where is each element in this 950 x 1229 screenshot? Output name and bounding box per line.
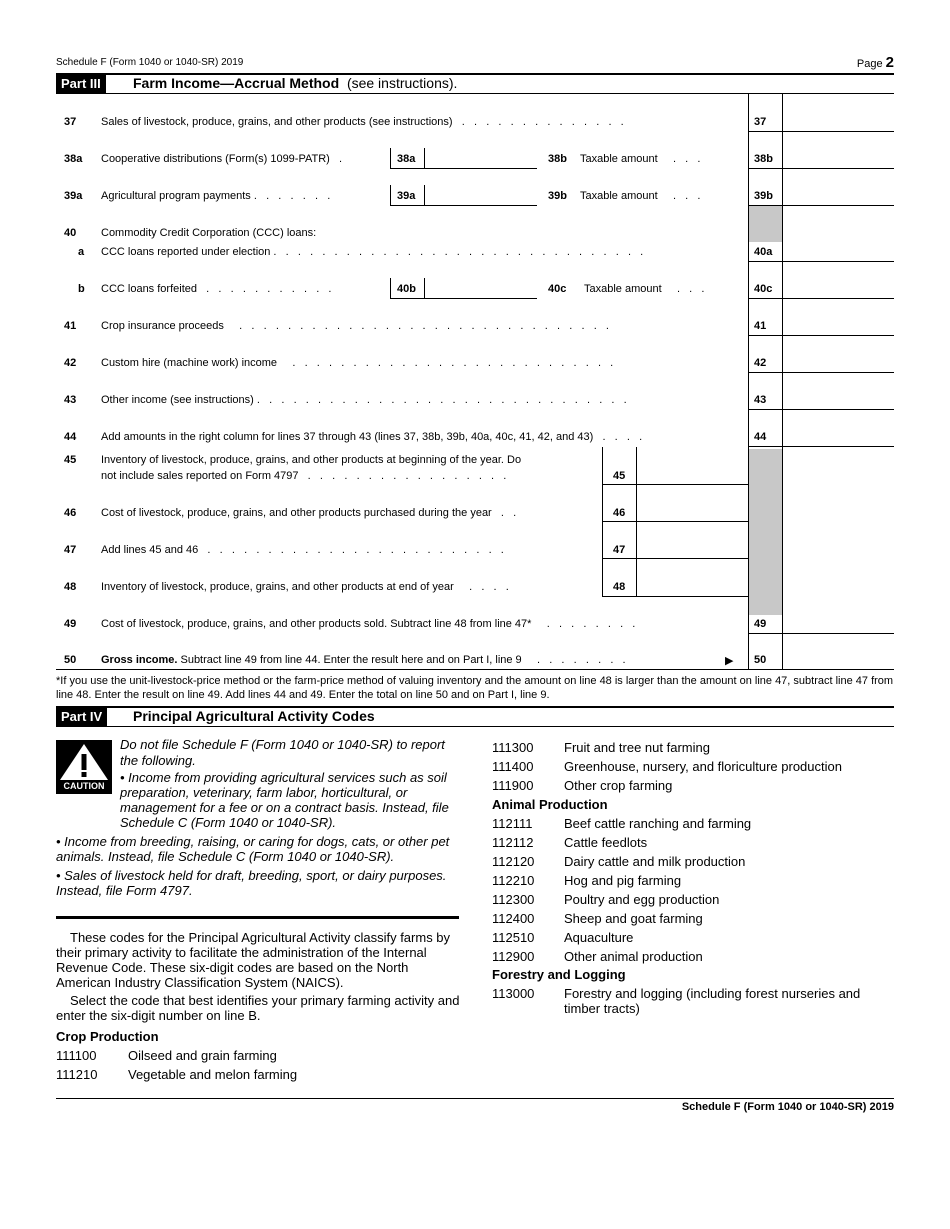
box-40c-label: 40c (754, 283, 773, 295)
form-header-name: Schedule F (Form 1040 or 1040-SR) 2019 (56, 57, 244, 68)
line-45-text-1: Inventory of livestock, produce, grains, and other products at beginning of the year. Do (101, 454, 522, 466)
caution-lead: Do not file Schedule F (Form 1040 or 1040-SR) to report the following. (120, 737, 445, 768)
line-39b-label: Taxable amount (580, 190, 658, 202)
line-48-label: Inventory of livestock, produce, grains, and other products at end of year (101, 581, 454, 593)
line-38a-num: 38a (64, 153, 83, 165)
code: 112210 (492, 873, 535, 888)
inline-40b-label: 40b (397, 283, 416, 295)
amt-line-44 (748, 446, 894, 447)
inline-39a-divider (424, 185, 425, 205)
part4-header-rule (56, 726, 894, 727)
code: 111900 (492, 778, 534, 793)
line-40c-num: 40c (548, 283, 567, 295)
inline-39a-label: 39a (397, 190, 416, 202)
amt-line-39b (748, 205, 894, 206)
code: 112510 (492, 930, 535, 945)
mid-line-48 (602, 596, 748, 597)
line-38a-label: Cooperative distributions (Form(s) 1099-PATR) (101, 153, 330, 165)
footer-rule (56, 1098, 894, 1099)
line-46-num: 46 (64, 507, 77, 519)
line-47-num: 47 (64, 544, 77, 556)
line-41-num: 41 (64, 320, 77, 332)
caution-bullet-1-text: • Income from providing agricultural services such as soil preparation, veterinary, farm labor, horticultural, or management for a fee or on a contract basis. Instead, file Schedule C (Form 1040 or 1040-SR). (120, 770, 449, 830)
amount-42-field[interactable] (783, 336, 894, 372)
amount-39b-field[interactable] (783, 169, 894, 205)
line-38b-text: Taxable amount . . . (580, 153, 701, 165)
part3-footnote: *If you use the unit-livestock-price method or the farm-price method of valuing inventory and the amount on line 48 is larger than the amount on line 47, subtract line 47 from line 48. Enter the result on line 49. Add lines 44 and 49. Enter the total on line 50 and on Part I, line 9. (56, 675, 894, 701)
code-desc: Cattle feedlots (564, 835, 648, 850)
line-40a-label: CCC loans reported under election (101, 246, 271, 258)
amount-43-field[interactable] (783, 373, 894, 409)
caution-rule (56, 916, 459, 919)
amount-44-field[interactable] (783, 410, 894, 446)
code: 112112 (492, 835, 534, 850)
shade-40 (749, 206, 782, 242)
line-38a-text: Cooperative distributions (Form(s) 1099-PATR) . (101, 153, 343, 165)
line-46-label: Cost of livestock, produce, grains, and other products purchased during the year (101, 507, 492, 519)
line-47-label: Add lines 45 and 46 (101, 544, 199, 556)
amount-40a-field[interactable] (783, 225, 894, 261)
mid-col-left-line (602, 447, 603, 597)
code-desc: Greenhouse, nursery, and floriculture production (564, 759, 842, 774)
box-41-label: 41 (754, 320, 767, 332)
inline-38a-divider (424, 148, 425, 168)
box-43-label: 43 (754, 394, 767, 406)
line-40-num: 40 (64, 227, 77, 239)
code-desc: Fruit and tree nut farming (564, 740, 710, 755)
code: 111100 (56, 1048, 97, 1063)
box-40a-label: 40a (754, 246, 773, 258)
codes-intro-2: Select the code that best identifies your primary farming activity and enter the six-digit number on line B. (56, 993, 460, 1023)
part3-tag: Part III (56, 75, 106, 93)
code: 112900 (492, 949, 535, 964)
code-desc: Other animal production (564, 949, 703, 964)
inline-38a-label: 38a (397, 153, 416, 165)
line-44-label: Add amounts in the right column for lines 37 through 43 (lines 37, 38b, 39b, 40a, 40c, 41, 42, and 43) (101, 431, 594, 443)
line-45-text-2: not include sales reported on Form 4797 . . . . . . . . . . . . . . . . . (101, 470, 507, 482)
line-43-text: Other income (see instructions) . . . . . . . . . . . . . . . . . . . . . . . . . . . . . . . (101, 394, 627, 406)
line-38b-label: Taxable amount (580, 153, 658, 165)
code-desc: Aquaculture (564, 930, 634, 945)
code-desc: Sheep and goat farming (564, 911, 703, 926)
line-46-text: Cost of livestock, produce, grains, and other products purchased during the year . . (101, 507, 517, 519)
inline-48-label: 48 (613, 581, 626, 593)
box-50-label: 50 (754, 654, 767, 666)
line-38b-num: 38b (548, 153, 567, 165)
code: 112111 (492, 816, 533, 831)
caution-bullet-2: • Income from breeding, raising, or caring for dogs, cats, or other pet animals. Instead, file Schedule C (Form 1040 or 1040-SR). (56, 834, 450, 864)
box-39b-label: 39b (754, 190, 773, 202)
line-50-num: 50 (64, 654, 77, 666)
line-40b-label: CCC loans forfeited (101, 283, 197, 295)
caution-bullet-1 (56, 770, 460, 830)
code-desc: Other crop farming (564, 778, 673, 793)
code: 113000 (492, 986, 535, 1001)
code: 111400 (492, 759, 534, 774)
code: 112400 (492, 911, 535, 926)
line-41-text: Crop insurance proceeds . . . . . . . . . . . . . . . . . . . . . . . . . . . . . . . (101, 320, 609, 332)
line-44-text: Add amounts in the right column for lines 37 through 43 (lines 37, 38b, 39b, 40a, 40c, 41, 42, and 43) . . . . (101, 431, 643, 443)
codes-intro (56, 930, 460, 1023)
line-43-num: 43 (64, 394, 77, 406)
box-37-label: 37 (754, 116, 767, 128)
code: 112300 (492, 892, 535, 907)
code-desc: Dairy cattle and milk production (564, 854, 746, 869)
line-43-label: Other income (see instructions) (101, 394, 254, 406)
line-49-text: Cost of livestock, produce, grains, and other products sold. Subtract line 48 from line 47* . . . . . . . . (101, 618, 636, 630)
inline-46-label: 46 (613, 507, 626, 519)
code-desc-cont: timber tracts) (564, 1001, 640, 1016)
line-45-num: 45 (64, 454, 77, 466)
forestry-heading: Forestry and Logging (492, 967, 626, 982)
line-40a-num: a (78, 246, 85, 258)
caution-bullet-3: • Sales of livestock held for draft, breeding, sport, or dairy purposes. Instead, file Form 4797. (56, 868, 447, 898)
amount-40c-field[interactable] (783, 262, 894, 298)
line-39a-num: 39a (64, 190, 83, 202)
line-41-label: Crop insurance proceeds (101, 320, 224, 332)
caution-bullets (56, 770, 460, 898)
box-49-label: 49 (754, 618, 767, 630)
line-40b-text: CCC loans forfeited . . . . . . . . . . . (101, 283, 332, 295)
line-50-bold: Gross income. (101, 654, 178, 666)
crop-heading: Crop Production (56, 1029, 159, 1044)
amount-49-field[interactable] (783, 597, 894, 633)
amount-50-field[interactable] (783, 634, 894, 669)
line-42-num: 42 (64, 357, 77, 369)
amount-48-field[interactable] (637, 559, 747, 596)
line-39b-text: Taxable amount . . . (580, 190, 701, 202)
part4-tag: Part IV (56, 708, 107, 726)
code-desc: Oilseed and grain farming (128, 1048, 277, 1063)
line-50-text: Gross income. Subtract line 49 from line 44. Enter the result here and on Part I, line 9 . . . . . . . . (101, 654, 626, 666)
line-39a-text: Agricultural program payments . . . . . . . (101, 190, 331, 202)
line-40c-text: Taxable amount . . . (584, 283, 705, 295)
code-desc: Vegetable and melon farming (128, 1067, 298, 1082)
code-desc: Forestry and logging (including forest nurseries and (564, 986, 861, 1001)
line-40a-text: CCC loans reported under election . . . . . . . . . . . . . . . . . . . . . . . . . . . . . . . (101, 246, 644, 258)
code-desc: Poultry and egg production (564, 892, 720, 907)
page-number (857, 54, 894, 71)
line-39a-label: Agricultural program payments (101, 190, 251, 202)
inline-45-label: 45 (613, 470, 626, 482)
box-44-label: 44 (754, 431, 767, 443)
line-49-label: Cost of livestock, produce, grains, and other products sold. Subtract line 48 from line 47* (101, 618, 532, 630)
line-47-text: Add lines 45 and 46 . . . . . . . . . . . . . . . . . . . . . . . . . (101, 544, 504, 556)
amount-45-field[interactable] (637, 448, 747, 484)
line-42-text: Custom hire (machine work) income . . . . . . . . . . . . . . . . . . . . . . . . . . . (101, 357, 614, 369)
line-37-label: Sales of livestock, produce, grains, and other products (see instructions) (101, 116, 453, 128)
code: 112120 (492, 854, 535, 869)
codes-intro-1: These codes for the Principal Agricultural Activity classify farms by their primary activity to facilitate the administration of the Internal Revenue Code. These six-digit codes are based on the North American Industry Classification System (NAICS). (56, 930, 451, 990)
part4-title: Principal Agricultural Activity Codes (133, 708, 375, 724)
line-49-num: 49 (64, 618, 77, 630)
inline-40b-divider (424, 278, 425, 298)
arrow-icon: ▶ (725, 655, 734, 667)
inline-47-label: 47 (613, 544, 626, 556)
page-label: Page (856, 58, 883, 70)
line-42-label: Custom hire (machine work) income (101, 357, 278, 369)
amount-37-field[interactable] (783, 95, 894, 131)
line-48-num: 48 (64, 581, 77, 593)
part3-title-suffix: (see instructions). (346, 75, 458, 91)
line-48-text: Inventory of livestock, produce, grains, and other products at end of year . . . . (101, 581, 509, 593)
page-number-value: 2 (885, 54, 894, 71)
amount-38b-field[interactable] (783, 132, 894, 168)
footer-form-name: Schedule F (Form 1040 or 1040-SR) 2019 (681, 1101, 894, 1113)
amount-41-field[interactable] (783, 299, 894, 335)
part3-header-rule (56, 93, 894, 94)
line-45-label: not include sales reported on Form 4797 (101, 470, 299, 482)
box-42-label: 42 (754, 357, 767, 369)
line-40c-label: Taxable amount (584, 283, 662, 295)
box-38b-label: 38b (754, 153, 773, 165)
code: 111300 (492, 740, 534, 755)
line-50-label: Subtract line 49 from line 44. Enter the result here and on Part I, line 9 (180, 654, 522, 666)
line-40b-num: b (78, 283, 85, 295)
amount-47-field[interactable] (637, 522, 747, 558)
code-desc: Beef cattle ranching and farming (564, 816, 752, 831)
code: 111210 (56, 1067, 98, 1082)
part3-title (133, 75, 457, 91)
amount-46-field[interactable] (637, 485, 747, 521)
caution-label: CAUTION (63, 781, 105, 791)
line-37-text: Sales of livestock, produce, grains, and other products (see instructions) . . . . . . . . . . . . . . (101, 116, 624, 128)
animal-heading: Animal Production (492, 797, 608, 812)
line-40-text: Commodity Credit Corporation (CCC) loans: (101, 227, 317, 239)
code-desc: Hog and pig farming (564, 873, 682, 888)
part3-bottom-rule (56, 669, 894, 670)
shade-45-48 (749, 449, 782, 615)
part3-title-text: Farm Income—Accrual Method (133, 75, 340, 91)
line-44-num: 44 (64, 431, 77, 443)
line-37-num: 37 (64, 116, 77, 128)
line-39b-num: 39b (548, 190, 567, 202)
